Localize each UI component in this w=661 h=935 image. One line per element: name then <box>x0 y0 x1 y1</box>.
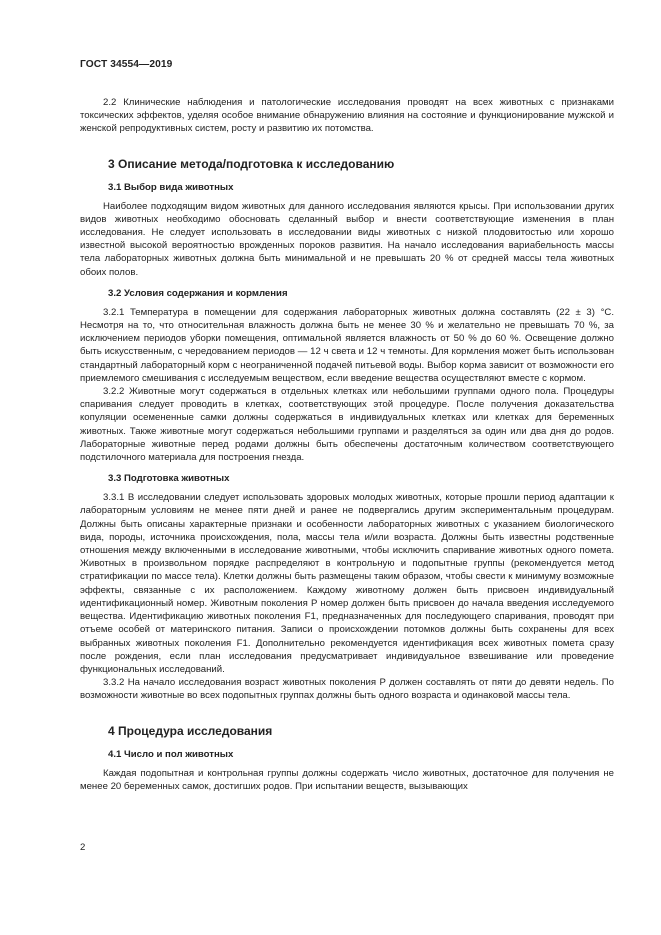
standard-header: ГОСТ 34554—2019 <box>80 59 173 70</box>
document-body <box>80 96 614 793</box>
subsection-3-1-title: 3.1 Выбор вида животных <box>108 181 234 193</box>
section-3-title: 3 Описание метода/подготовка к исследованию <box>108 156 395 171</box>
subsection-4-1-title: 4.1 Число и пол животных <box>108 748 234 760</box>
paragraph-2-2: 2.2 Клинические наблюдения и патологические исследования проводят на всех животных с признаками токсических эффектов, уделяя особое внимание обнаружению влияния на состояние и функционирование мужской и женской репродуктивных систем, росту и развитию их потомства. <box>80 97 614 135</box>
paragraph-3-3-2: 3.3.2 На начало исследования возраст животных поколения P должен составлять от пяти до девяти недель. По возможности животные во всех подопытных группах должны быть одного возраста и одинаковой массы тела. <box>80 677 614 702</box>
paragraph-3-2-1: 3.2.1 Температура в помещении для содержания лабораторных животных должна составлять (22 ± 3) °C. Несмотря на то, что относительная влажность должна быть не менее 30 % и желательно не превышать 70 %, за исключением периодов уборки помещения, оптимальной является влажность от 50 % до 60 %. Освещение должно быть искусственным, с чередованием периодов — 12 ч света и 12 ч темноты. Для кормления может быть использован стандартный лабораторный корм с неограниченной подачей питьевой воды. Выбор корма зависит от возможности его приемлемого смешивания с исследуемым веществом, если введение вещества осуществляют вместе с кормом. <box>80 306 614 384</box>
subsection-3-3-title: 3.3 Подготовка животных <box>108 473 230 485</box>
paragraph-4-1: Каждая подопытная и контрольная группы должны содержать число животных, достаточное для получения не менее 20 беременных самок, достигших родов. При испытании веществ, вызывающих <box>80 767 614 792</box>
page-number: 2 <box>80 842 86 853</box>
paragraph-3-1: Наиболее подходящим видом животных для данного исследования являются крысы. При использовании других видов животных необходимо обосновать сделанный выбор и внести соответствующие изменения в план исследования. Не следует использовать в исследовании виды животных с низкой плодовитостью или хорошо известной высокой вероятностью врожденных пороков развития. На начало исследования вариабельность массы тела лабораторных животных должна быть минимальной и не превышать 20 % от средней массы тела животных обоих полов. <box>80 200 614 278</box>
paragraph-3-2-2: 3.2.2 Животные могут содержаться в отдельных клетках или небольшими группами одного пола. Процедуры спаривания следует проводить в клетках, соответствующих этой процедуре. После получения доказательства копуляции осемененные самки должны содержаться в индивидуальных клетках или клетках для беременных животных. Также животные могут содержаться небольшими группами и разделяться за один или два дня до родов. Лабораторные животные перед родами должны быть обеспечены достаточным количеством соответствующего подстилочного материала для построения гнезда. <box>80 386 614 464</box>
paragraph-3-3-1: 3.3.1 В исследовании следует использовать здоровых молодых животных, которые прошли период адаптации к лабораторным условиям не менее пяти дней и ранее не подвергались другим экспериментальным процедурам. Должны быть описаны характерные признаки и особенности лабораторных животных с указанием биологического вида, породы, источника происхождения, пола, массы тела и/или возраста. Должны быть известны родственные отношения между включенными в исследование животными, чтобы исключить спаривание животных одного помета. Животных в произвольном порядке распределяют в контрольную и подопытные группы (рекомендуется метод стратификации по массе тела). Клетки должны быть размещены таким образом, чтобы свести к минимуму возможные эффекты, связанные с их расположением. Каждому животному должен быть присвоен индивидуальный идентификационный номер. Животным поколения P номер должен быть присвоен до начала введения исследуемого вещества. Идентификацию животных поколения F1, предназначенных для последующего спаривания, проводят при отъеме особей от материнского питания. Записи о происхождении потомков должны быть сохранены для всех выбранных животных поколения F1. Дополнительно рекомендуется идентификация всех животных помета сразу после рождения, если план исследования предусматривает индивидуальное взвешивание или проведение функциональных исследований. <box>80 492 614 675</box>
section-4-title: 4 Процедура исследования <box>108 723 273 738</box>
subsection-3-2-title: 3.2 Условия содержания и кормления <box>108 287 288 299</box>
